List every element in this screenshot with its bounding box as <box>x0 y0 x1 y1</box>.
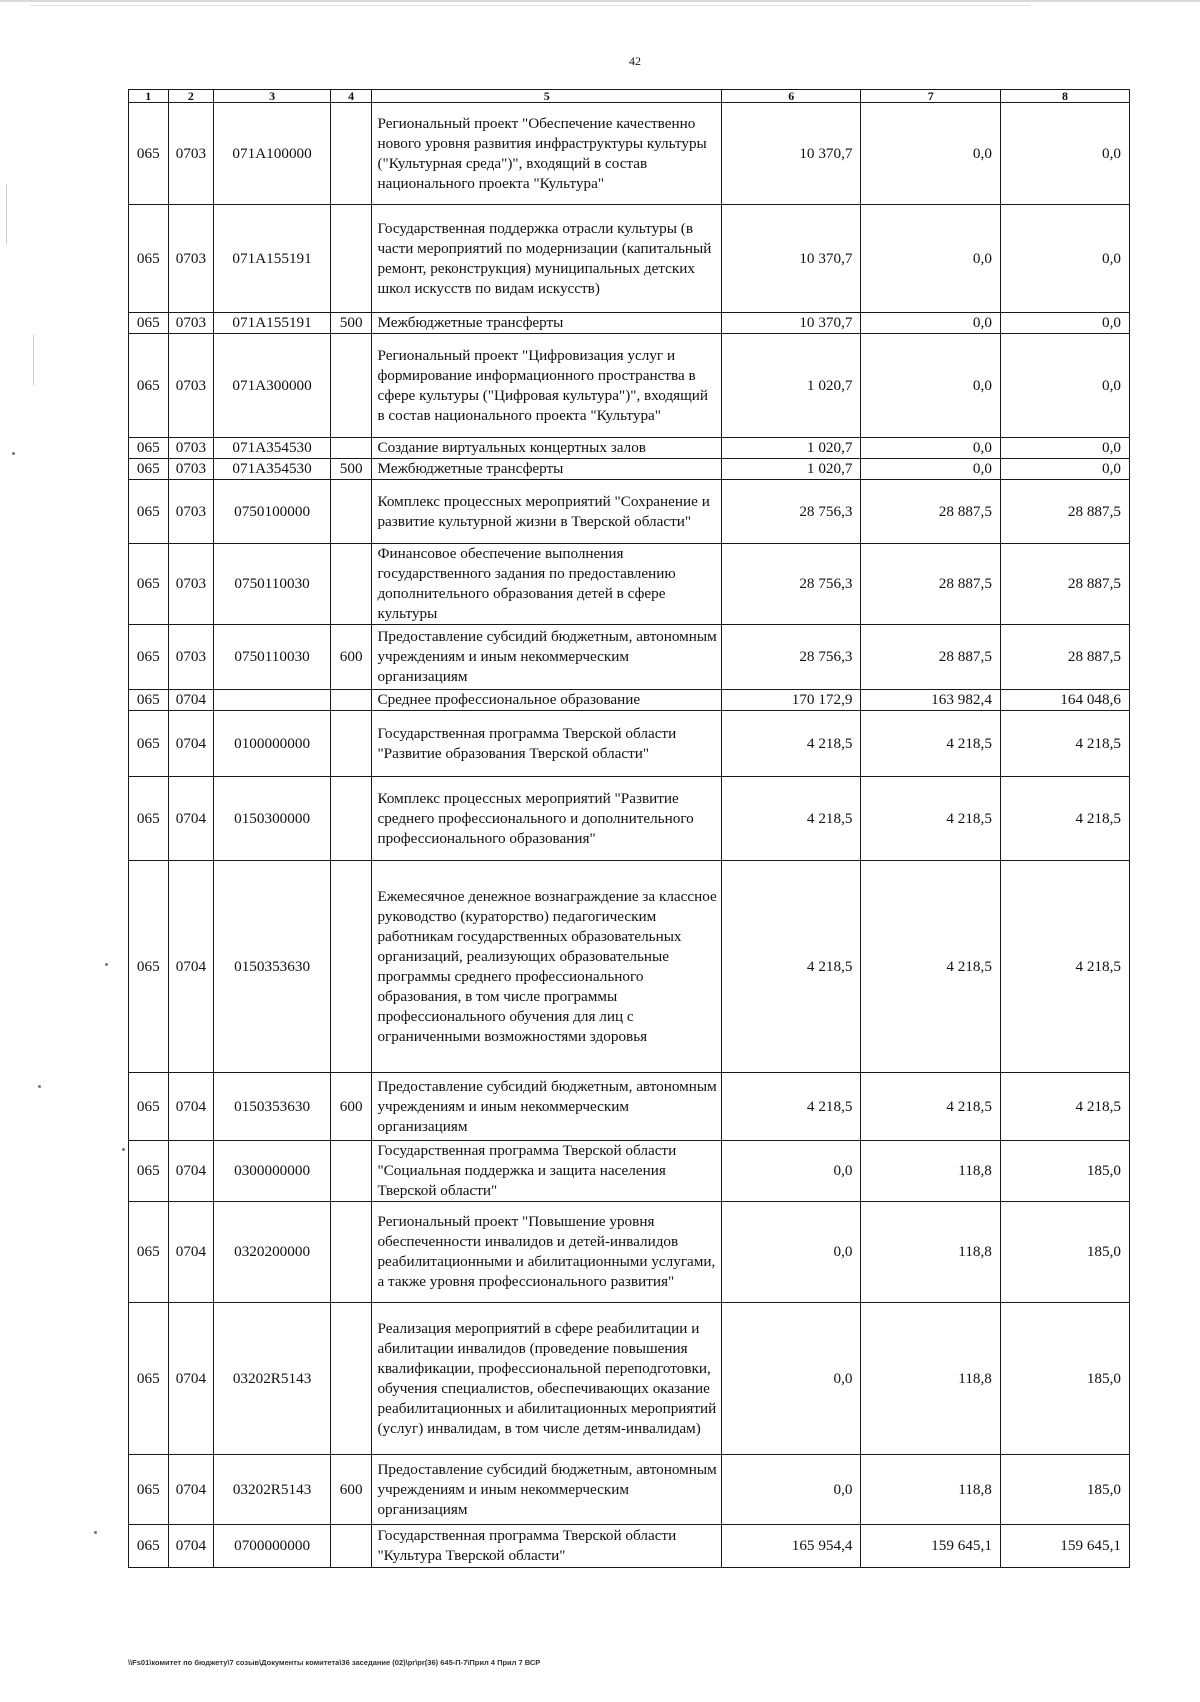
row-expense-type <box>330 711 372 777</box>
budget-table <box>128 89 1130 1568</box>
row-description: Комплекс процессных мероприятий "Развитие среднего профессионального и дополнительного профессионального образования" <box>372 777 722 861</box>
row-amount-1: 0,0 <box>722 1141 861 1202</box>
row-amount-3: 0,0 <box>1000 334 1129 438</box>
scan-margin-mark <box>6 184 7 244</box>
row-expense-type <box>330 480 372 544</box>
row-admin-code: 065 <box>129 711 169 777</box>
row-amount-3: 0,0 <box>1000 438 1129 459</box>
row-amount-3: 159 645,1 <box>1000 1525 1129 1568</box>
row-expense-type: 600 <box>330 1073 372 1141</box>
row-amount-1: 28 756,3 <box>722 544 861 625</box>
row-expense-type <box>330 205 372 313</box>
row-description: Региональный проект "Цифровизация услуг и формирование информационного пространства в сфере культуры ("Цифровая культура")", входящий в состав национального проекта "Культура" <box>372 334 722 438</box>
row-amount-3: 0,0 <box>1000 103 1129 205</box>
row-amount-3: 4 218,5 <box>1000 777 1129 861</box>
row-admin-code: 065 <box>129 313 169 334</box>
row-amount-3: 0,0 <box>1000 313 1129 334</box>
row-amount-1: 1 020,7 <box>722 438 861 459</box>
row-target-article: 071A354530 <box>214 459 331 480</box>
table-row <box>129 1525 1130 1568</box>
col-header-5: 5 <box>372 90 722 103</box>
row-amount-1: 165 954,4 <box>722 1525 861 1568</box>
row-amount-2: 159 645,1 <box>861 1525 1000 1568</box>
row-admin-code: 065 <box>129 1455 169 1525</box>
row-amount-3: 185,0 <box>1000 1141 1129 1202</box>
row-amount-2: 0,0 <box>861 313 1000 334</box>
row-amount-2: 0,0 <box>861 205 1000 313</box>
row-amount-1: 28 756,3 <box>722 625 861 690</box>
row-section-code: 0703 <box>168 480 214 544</box>
row-admin-code: 065 <box>129 1141 169 1202</box>
row-amount-3: 185,0 <box>1000 1202 1129 1303</box>
row-section-code: 0704 <box>168 861 214 1073</box>
row-expense-type <box>330 1303 372 1455</box>
table-row <box>129 711 1130 777</box>
row-admin-code: 065 <box>129 1202 169 1303</box>
row-admin-code: 065 <box>129 103 169 205</box>
row-admin-code: 065 <box>129 690 169 711</box>
row-amount-2: 28 887,5 <box>861 625 1000 690</box>
scan-speck <box>94 1531 97 1534</box>
row-amount-1: 10 370,7 <box>722 103 861 205</box>
col-header-7: 7 <box>861 90 1000 103</box>
row-admin-code: 065 <box>129 1303 169 1455</box>
scan-margin-mark <box>33 335 34 385</box>
row-amount-2: 28 887,5 <box>861 480 1000 544</box>
row-description: Государственная программа Тверской области "Развитие образования Тверской области" <box>372 711 722 777</box>
row-description: Реализация мероприятий в сфере реабилитации и абилитации инвалидов (проведение повышения квалификации, профессиональной переподготовки, обучения специалистов, обеспечивающих оказание реабилитационных и абилитационных мероприятий (услуг) инвалидам, в том числе детям-инвалидам) <box>372 1303 722 1455</box>
table-row <box>129 1455 1130 1525</box>
row-description: Комплекс процессных мероприятий "Сохранение и развитие культурной жизни в Тверской области" <box>372 480 722 544</box>
row-amount-3: 4 218,5 <box>1000 861 1129 1073</box>
row-expense-type <box>330 861 372 1073</box>
col-header-2: 2 <box>168 90 214 103</box>
table-row <box>129 1073 1130 1141</box>
scan-speck <box>38 1085 41 1088</box>
row-amount-2: 118,8 <box>861 1202 1000 1303</box>
table-row <box>129 480 1130 544</box>
footer-file-path: \\Fs01\комитет по бюджету\7 созыв\Документы комитета\36 заседание (02)\pr\pr(36) 645-П-7\Прил 4 Прил 7 ВСР <box>128 1658 541 1667</box>
table-row <box>129 861 1130 1073</box>
row-target-article: 0750100000 <box>214 480 331 544</box>
col-header-4: 4 <box>330 90 372 103</box>
row-target-article: 071A155191 <box>214 205 331 313</box>
table-row <box>129 690 1130 711</box>
row-target-article: 071A100000 <box>214 103 331 205</box>
row-expense-type: 600 <box>330 1455 372 1525</box>
table-row <box>129 625 1130 690</box>
table-row <box>129 1202 1130 1303</box>
row-amount-2: 4 218,5 <box>861 777 1000 861</box>
row-amount-1: 0,0 <box>722 1202 861 1303</box>
row-target-article: 0750110030 <box>214 544 331 625</box>
row-admin-code: 065 <box>129 459 169 480</box>
row-description: Региональный проект "Повышение уровня обеспеченности инвалидов и детей-инвалидов реабилитационными и абилитационными услугами, а также уровня профессионального развития" <box>372 1202 722 1303</box>
row-admin-code: 065 <box>129 205 169 313</box>
row-target-article: 0750110030 <box>214 625 331 690</box>
scan-top-edge <box>0 0 1200 2</box>
table-row <box>129 777 1130 861</box>
col-header-1: 1 <box>129 90 169 103</box>
row-target-article: 071A155191 <box>214 313 331 334</box>
row-description: Создание виртуальных концертных залов <box>372 438 722 459</box>
row-description: Региональный проект "Обеспечение качественно нового уровня развития инфраструктуры культуры ("Культурная среда")", входящий в состав национального проекта "Культура" <box>372 103 722 205</box>
row-expense-type <box>330 690 372 711</box>
row-section-code: 0704 <box>168 777 214 861</box>
row-admin-code: 065 <box>129 480 169 544</box>
table-row <box>129 334 1130 438</box>
row-expense-type <box>330 544 372 625</box>
row-expense-type <box>330 1202 372 1303</box>
scan-top-line <box>30 5 1030 6</box>
row-admin-code: 065 <box>129 438 169 459</box>
row-target-article: 03202R5143 <box>214 1303 331 1455</box>
row-amount-1: 4 218,5 <box>722 861 861 1073</box>
row-amount-2: 163 982,4 <box>861 690 1000 711</box>
row-target-article: 0100000000 <box>214 711 331 777</box>
row-amount-3: 4 218,5 <box>1000 1073 1129 1141</box>
row-section-code: 0703 <box>168 334 214 438</box>
row-amount-3: 185,0 <box>1000 1455 1129 1525</box>
row-amount-2: 0,0 <box>861 438 1000 459</box>
row-expense-type <box>330 103 372 205</box>
row-description: Государственная программа Тверской области "Культура Тверской области" <box>372 1525 722 1568</box>
row-amount-1: 28 756,3 <box>722 480 861 544</box>
row-description: Государственная поддержка отрасли культуры (в части мероприятий по модернизации (капитальный ремонт, реконструкция) муниципальных детских школ искусств по видам искусств) <box>372 205 722 313</box>
row-target-article: 03202R5143 <box>214 1455 331 1525</box>
row-amount-2: 0,0 <box>861 459 1000 480</box>
row-section-code: 0704 <box>168 690 214 711</box>
row-amount-2: 4 218,5 <box>861 711 1000 777</box>
col-header-3: 3 <box>214 90 331 103</box>
row-amount-2: 118,8 <box>861 1455 1000 1525</box>
row-expense-type: 500 <box>330 459 372 480</box>
row-admin-code: 065 <box>129 625 169 690</box>
row-target-article: 0150300000 <box>214 777 331 861</box>
row-amount-2: 28 887,5 <box>861 544 1000 625</box>
row-amount-1: 4 218,5 <box>722 1073 861 1141</box>
row-section-code: 0703 <box>168 103 214 205</box>
row-amount-1: 10 370,7 <box>722 313 861 334</box>
table-body <box>129 103 1130 1568</box>
row-section-code: 0704 <box>168 1202 214 1303</box>
row-amount-1: 10 370,7 <box>722 205 861 313</box>
row-admin-code: 065 <box>129 334 169 438</box>
row-amount-2: 4 218,5 <box>861 861 1000 1073</box>
row-amount-3: 28 887,5 <box>1000 625 1129 690</box>
row-section-code: 0704 <box>168 1073 214 1141</box>
row-amount-1: 4 218,5 <box>722 777 861 861</box>
row-admin-code: 065 <box>129 777 169 861</box>
table-row <box>129 103 1130 205</box>
row-description: Среднее профессиональное образование <box>372 690 722 711</box>
row-expense-type: 500 <box>330 313 372 334</box>
row-target-article: 0320200000 <box>214 1202 331 1303</box>
row-admin-code: 065 <box>129 544 169 625</box>
row-amount-3: 28 887,5 <box>1000 480 1129 544</box>
row-expense-type <box>330 1525 372 1568</box>
row-expense-type <box>330 1141 372 1202</box>
scan-speck <box>122 1148 125 1151</box>
row-target-article <box>214 690 331 711</box>
row-admin-code: 065 <box>129 861 169 1073</box>
row-amount-3: 0,0 <box>1000 205 1129 313</box>
scan-speck <box>105 963 108 966</box>
row-amount-1: 170 172,9 <box>722 690 861 711</box>
table-row <box>129 438 1130 459</box>
table-row <box>129 1141 1130 1202</box>
row-target-article: 0150353630 <box>214 1073 331 1141</box>
row-amount-3: 164 048,6 <box>1000 690 1129 711</box>
row-amount-2: 4 218,5 <box>861 1073 1000 1141</box>
page-number: 42 <box>629 54 641 68</box>
row-section-code: 0703 <box>168 438 214 459</box>
row-admin-code: 065 <box>129 1073 169 1141</box>
col-header-8: 8 <box>1000 90 1129 103</box>
row-amount-3: 4 218,5 <box>1000 711 1129 777</box>
row-target-article: 071A354530 <box>214 438 331 459</box>
row-amount-1: 4 218,5 <box>722 711 861 777</box>
row-amount-1: 0,0 <box>722 1455 861 1525</box>
row-section-code: 0703 <box>168 205 214 313</box>
row-description: Финансовое обеспечение выполнения государственного задания по предоставлению дополнительного образования детей в сфере культуры <box>372 544 722 625</box>
row-section-code: 0703 <box>168 625 214 690</box>
row-admin-code: 065 <box>129 1525 169 1568</box>
row-amount-3: 0,0 <box>1000 459 1129 480</box>
row-target-article: 071A300000 <box>214 334 331 438</box>
table-row <box>129 544 1130 625</box>
row-description: Предоставление субсидий бюджетным, автономным учреждениям и иным некоммерческим организациям <box>372 1455 722 1525</box>
row-amount-1: 1 020,7 <box>722 334 861 438</box>
row-section-code: 0703 <box>168 544 214 625</box>
row-description: Межбюджетные трансферты <box>372 313 722 334</box>
row-section-code: 0703 <box>168 459 214 480</box>
row-target-article: 0300000000 <box>214 1141 331 1202</box>
row-amount-1: 1 020,7 <box>722 459 861 480</box>
row-expense-type <box>330 334 372 438</box>
row-amount-2: 118,8 <box>861 1141 1000 1202</box>
row-description: Государственная программа Тверской области "Социальная поддержка и защита населения Тверской области" <box>372 1141 722 1202</box>
table-row <box>129 1303 1130 1455</box>
row-expense-type <box>330 777 372 861</box>
row-section-code: 0703 <box>168 313 214 334</box>
scan-speck <box>12 452 15 455</box>
row-expense-type <box>330 438 372 459</box>
table-row <box>129 205 1130 313</box>
row-section-code: 0704 <box>168 1525 214 1568</box>
col-header-6: 6 <box>722 90 861 103</box>
table-row <box>129 459 1130 480</box>
table-row <box>129 313 1130 334</box>
row-section-code: 0704 <box>168 1455 214 1525</box>
row-amount-3: 185,0 <box>1000 1303 1129 1455</box>
row-description: Предоставление субсидий бюджетным, автономным учреждениям и иным некоммерческим организациям <box>372 625 722 690</box>
row-amount-3: 28 887,5 <box>1000 544 1129 625</box>
row-description: Межбюджетные трансферты <box>372 459 722 480</box>
row-description: Предоставление субсидий бюджетным, автономным учреждениям и иным некоммерческим организациям <box>372 1073 722 1141</box>
header-row <box>129 90 1130 103</box>
row-expense-type: 600 <box>330 625 372 690</box>
row-target-article: 0150353630 <box>214 861 331 1073</box>
row-amount-2: 0,0 <box>861 334 1000 438</box>
row-description: Ежемесячное денежное вознаграждение за классное руководство (кураторство) педагогическим работникам государственных образовательных организаций, реализующих образовательные программы среднего профессионального образования, в том числе программы профессионального обучения для лиц с ограниченными возможностями здоровья <box>372 861 722 1073</box>
row-target-article: 0700000000 <box>214 1525 331 1568</box>
row-amount-2: 0,0 <box>861 103 1000 205</box>
row-section-code: 0704 <box>168 1303 214 1455</box>
row-amount-2: 118,8 <box>861 1303 1000 1455</box>
row-section-code: 0704 <box>168 711 214 777</box>
row-section-code: 0704 <box>168 1141 214 1202</box>
row-amount-1: 0,0 <box>722 1303 861 1455</box>
